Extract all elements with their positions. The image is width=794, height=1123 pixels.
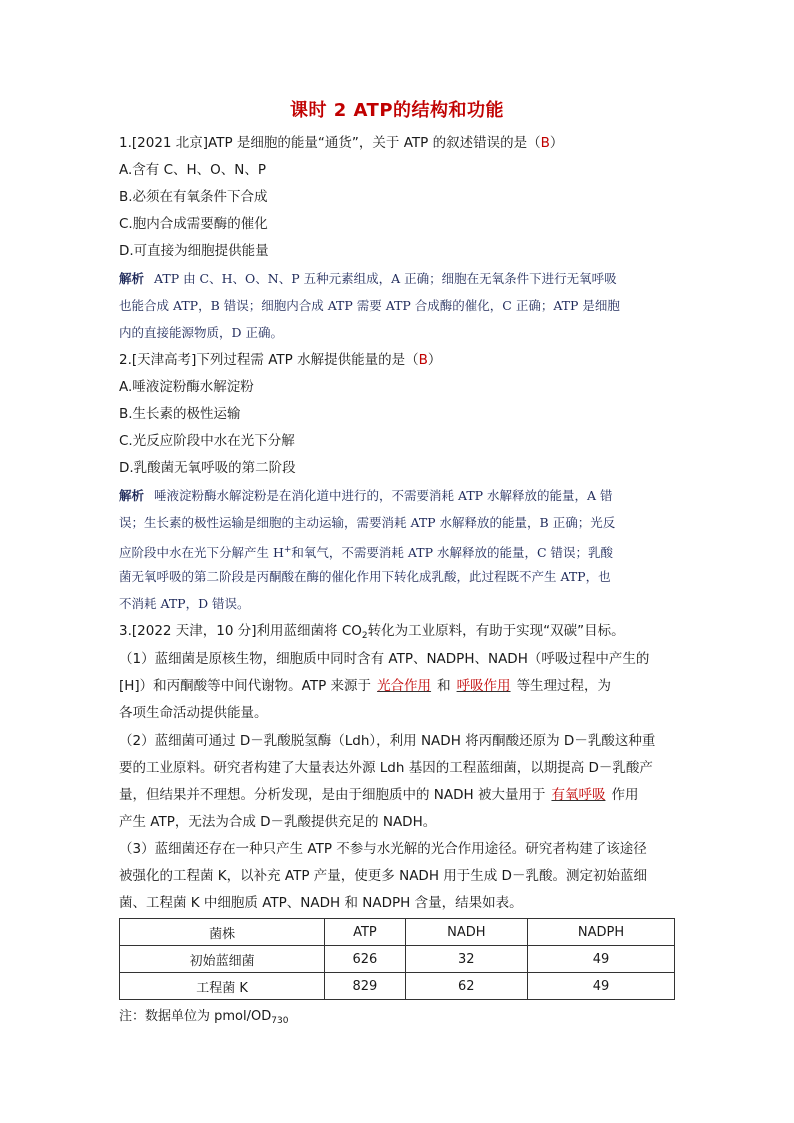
q3-part3-line-3: 菌、工程菌 K 中细胞质 ATP、NADH 和 NADPH 含量，结果如表。 bbox=[119, 895, 523, 911]
q3-part2-text-b: 作用 bbox=[611, 787, 639, 803]
q2-option-c: C.光反应阶段中水在光下分解 bbox=[119, 433, 295, 449]
table-cell: 49 bbox=[528, 946, 675, 973]
page-title: 课时 2 ATP的结构和功能 bbox=[289, 100, 505, 121]
q3-stem-text: 3.[2022 天津，10 分]利用蓝细菌将 CO bbox=[119, 623, 362, 639]
q2-stem bbox=[119, 351, 441, 369]
table-cell: 626 bbox=[325, 946, 405, 973]
q2-explanation-text-3a: 应阶段中水在光下分解产生 H bbox=[119, 545, 284, 560]
q3-stem-text-end: 转化为工业原料，有助于实现“双碳”目标。 bbox=[367, 623, 625, 639]
q3-part3-line-2: 被强化的工程菌 K，以补充 ATP 产量，使更多 NADH 用于生成 D－乳酸。测定初始蓝细 bbox=[119, 868, 647, 884]
q2-stem-text: 2.[天津高考]下列过程需 ATP 水解提供能量的是（ bbox=[119, 352, 419, 368]
table-row bbox=[120, 973, 675, 1000]
q3-part1-answer-blank-2: 呼吸作用 bbox=[456, 678, 511, 694]
q3-part2-text-a: 量，但结果并不理想。分析发现，是由于细胞质中的 NADH 被大量用于 bbox=[119, 787, 546, 803]
table-cell: 829 bbox=[325, 973, 405, 1000]
results-table bbox=[119, 918, 675, 1000]
q2-explanation-tag: 解析 bbox=[119, 488, 145, 503]
q3-stem bbox=[119, 622, 625, 645]
q3-part1-text-a: [H]）和丙酮酸等中间代谢物。ATP 来源于 bbox=[119, 678, 372, 694]
q1-stem-text: 1.[2021 北京]ATP 是细胞的能量“通货”，关于 ATP 的叙述错误的是（ bbox=[119, 135, 541, 151]
q3-part2-line-3 bbox=[119, 786, 638, 804]
q1-explanation-text-1: ATP 由 C、H、O、N、P 五种元素组成，A 正确；细胞在无氧条件下进行无氧呼吸 bbox=[154, 271, 617, 286]
q2-explanation-line-4: 菌无氧呼吸的第二阶段是丙酮酸在酶的催化作用下转化成乳酸，此过程既不产生 ATP，也 bbox=[119, 569, 611, 584]
q3-part2-answer-blank: 有氧呼吸 bbox=[551, 787, 606, 803]
q1-answer: B bbox=[540, 135, 550, 151]
table-header-row bbox=[120, 919, 675, 946]
q2-stem-close: ） bbox=[427, 352, 442, 368]
table-note-text: 注：数据单位为 pmol/OD bbox=[119, 1009, 272, 1024]
q1-option-c: C.胞内合成需要酶的催化 bbox=[119, 216, 268, 232]
q1-explanation-line-1 bbox=[119, 270, 617, 288]
q2-option-b: B.生长素的极性运输 bbox=[119, 406, 241, 422]
table-cell: 49 bbox=[528, 973, 675, 1000]
q3-part2-line-4: 产生 ATP，无法为合成 D－乳酸提供充足的 NADH。 bbox=[119, 814, 437, 830]
q1-explanation-tag: 解析 bbox=[119, 271, 145, 286]
table-header-cell: NADPH bbox=[528, 919, 675, 946]
table-cell: 32 bbox=[405, 946, 528, 973]
q1-option-d: D.可直接为细胞提供能量 bbox=[119, 243, 269, 259]
q3-part1-line-1: （1）蓝细菌是原核生物，细胞质中同时含有 ATP、NADPH、NADH（呼吸过程中产生的 bbox=[119, 651, 650, 667]
q3-part2-line-1: （2）蓝细菌可通过 D－乳酸脱氢酶（Ldh），利用 NADH 将丙酮酸还原为 D－乳酸这种重 bbox=[119, 733, 656, 749]
table-header-cell: 菌株 bbox=[120, 919, 325, 946]
q2-explanation-text-3b: 和氧气，不需要消耗 ATP 水解释放的能量，C 错误；乳酸 bbox=[291, 545, 613, 560]
q1-explanation-line-2: 也能合成 ATP，B 错误；细胞内合成 ATP 需要 ATP 合成酶的催化，C 正确；ATP 是细胞 bbox=[119, 298, 620, 313]
q2-explanation-line-5: 不消耗 ATP，D 错误。 bbox=[119, 596, 250, 611]
q3-part1-line-2 bbox=[119, 677, 611, 695]
q3-part1-line-3: 各项生命活动提供能量。 bbox=[119, 705, 268, 721]
q2-explanation-text-1: 唾液淀粉酶水解淀粉是在消化道中进行的，不需要消耗 ATP 水解释放的能量，A 错 bbox=[154, 488, 613, 503]
q3-part1-answer-blank-1: 光合作用 bbox=[377, 678, 432, 694]
q3-part3-line-1: （3）蓝细菌还存在一种只产生 ATP 不参与水光解的光合作用途径。研究者构建了该途径 bbox=[119, 841, 647, 857]
table-note-subscript: 730 bbox=[271, 1016, 289, 1026]
table-row bbox=[120, 946, 675, 973]
q2-explanation-line-3 bbox=[119, 541, 613, 562]
q3-part1-text-c: 等生理过程，为 bbox=[516, 678, 612, 694]
q1-option-b: B.必须在有氧条件下合成 bbox=[119, 189, 268, 205]
q1-stem bbox=[119, 134, 563, 152]
q1-option-a: A.含有 C、H、O、N、P bbox=[119, 162, 267, 178]
table-cell: 工程菌 K bbox=[120, 973, 325, 1000]
q1-explanation-line-3: 内的直接能源物质，D 正确。 bbox=[119, 325, 283, 340]
q2-option-a: A.唾液淀粉酶水解淀粉 bbox=[119, 379, 254, 395]
q2-explanation-line-2: 误；生长素的极性运输是细胞的主动运输，需要消耗 ATP 水解释放的能量，B 正确；光反 bbox=[119, 515, 616, 530]
table-cell: 初始蓝细菌 bbox=[120, 946, 325, 973]
table-note bbox=[119, 1005, 288, 1026]
table-header-cell: NADH bbox=[405, 919, 528, 946]
q3-part1-text-b: 和 bbox=[437, 678, 451, 694]
q2-option-d: D.乳酸菌无氧呼吸的第二阶段 bbox=[119, 460, 296, 476]
table-header-cell: ATP bbox=[325, 919, 405, 946]
table-cell: 62 bbox=[405, 973, 528, 1000]
q2-answer: B bbox=[418, 352, 428, 368]
q3-part2-line-2: 要的工业原料。研究者构建了大量表达外源 Ldh 基因的工程蓝细菌，以期提高 D－乳酸产 bbox=[119, 760, 653, 776]
q3-stem-subscript: 2 bbox=[361, 631, 368, 641]
q2-explanation-line-1 bbox=[119, 487, 613, 505]
q1-stem-close: ） bbox=[549, 135, 564, 151]
q2-explanation-superscript: + bbox=[283, 545, 292, 555]
